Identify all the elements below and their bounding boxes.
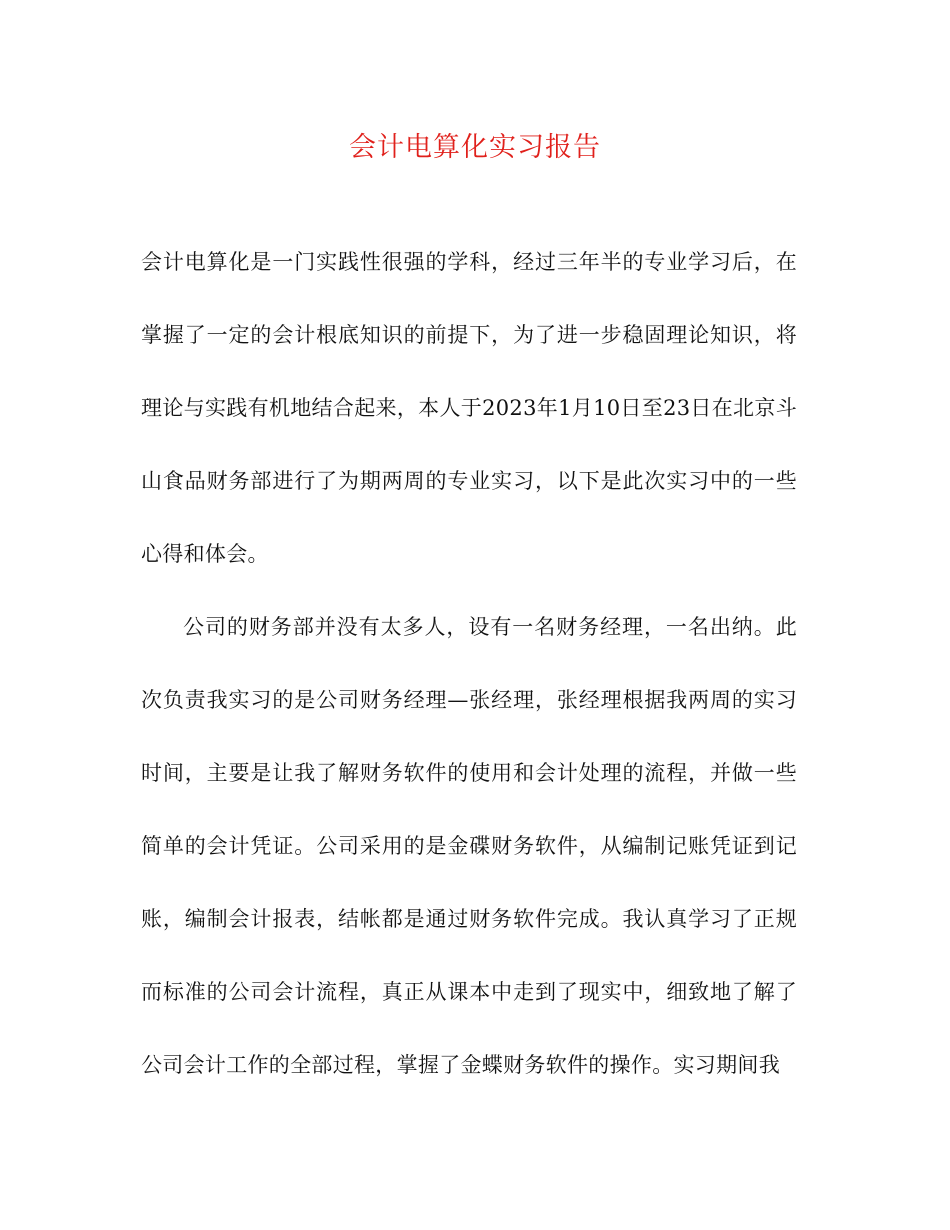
- document-body: [141, 226, 797, 1102]
- paragraph-intro: 会计电算化是一门实践性很强的学科，经过三年半的专业学习后，在掌握了一定的会计根底知识的前提下，为了进一步稳固理论知识，将理论与实践有机地结合起来，本人于2023年1月10日至23日在北京斗山食品财务部进行了为期两周的专业实习，以下是此次实习中的一些心得和体会。: [141, 250, 797, 566]
- document-title: 会计电算化实习报告: [349, 132, 601, 163]
- paragraph-finance-department: 公司的财务部并没有太多人，设有一名财务经理，一名出纳。此次负责我实习的是公司财务经理—张经理，张经理根据我两周的实习时间，主要是让我了解财务软件的使用和会计处理的流程，并做一些简单的会计凭证。公司采用的是金碟财务软件，从编制记账凭证到记账，编制会计报表，结帐都是通过财务软件完成。我认真学习了正规而标准的公司会计流程，真正从课本中走到了现实中，细致地了解了公司会计工作的全部过程，掌握了金蝶财务软件的操作。实习期间我: [141, 615, 797, 1077]
